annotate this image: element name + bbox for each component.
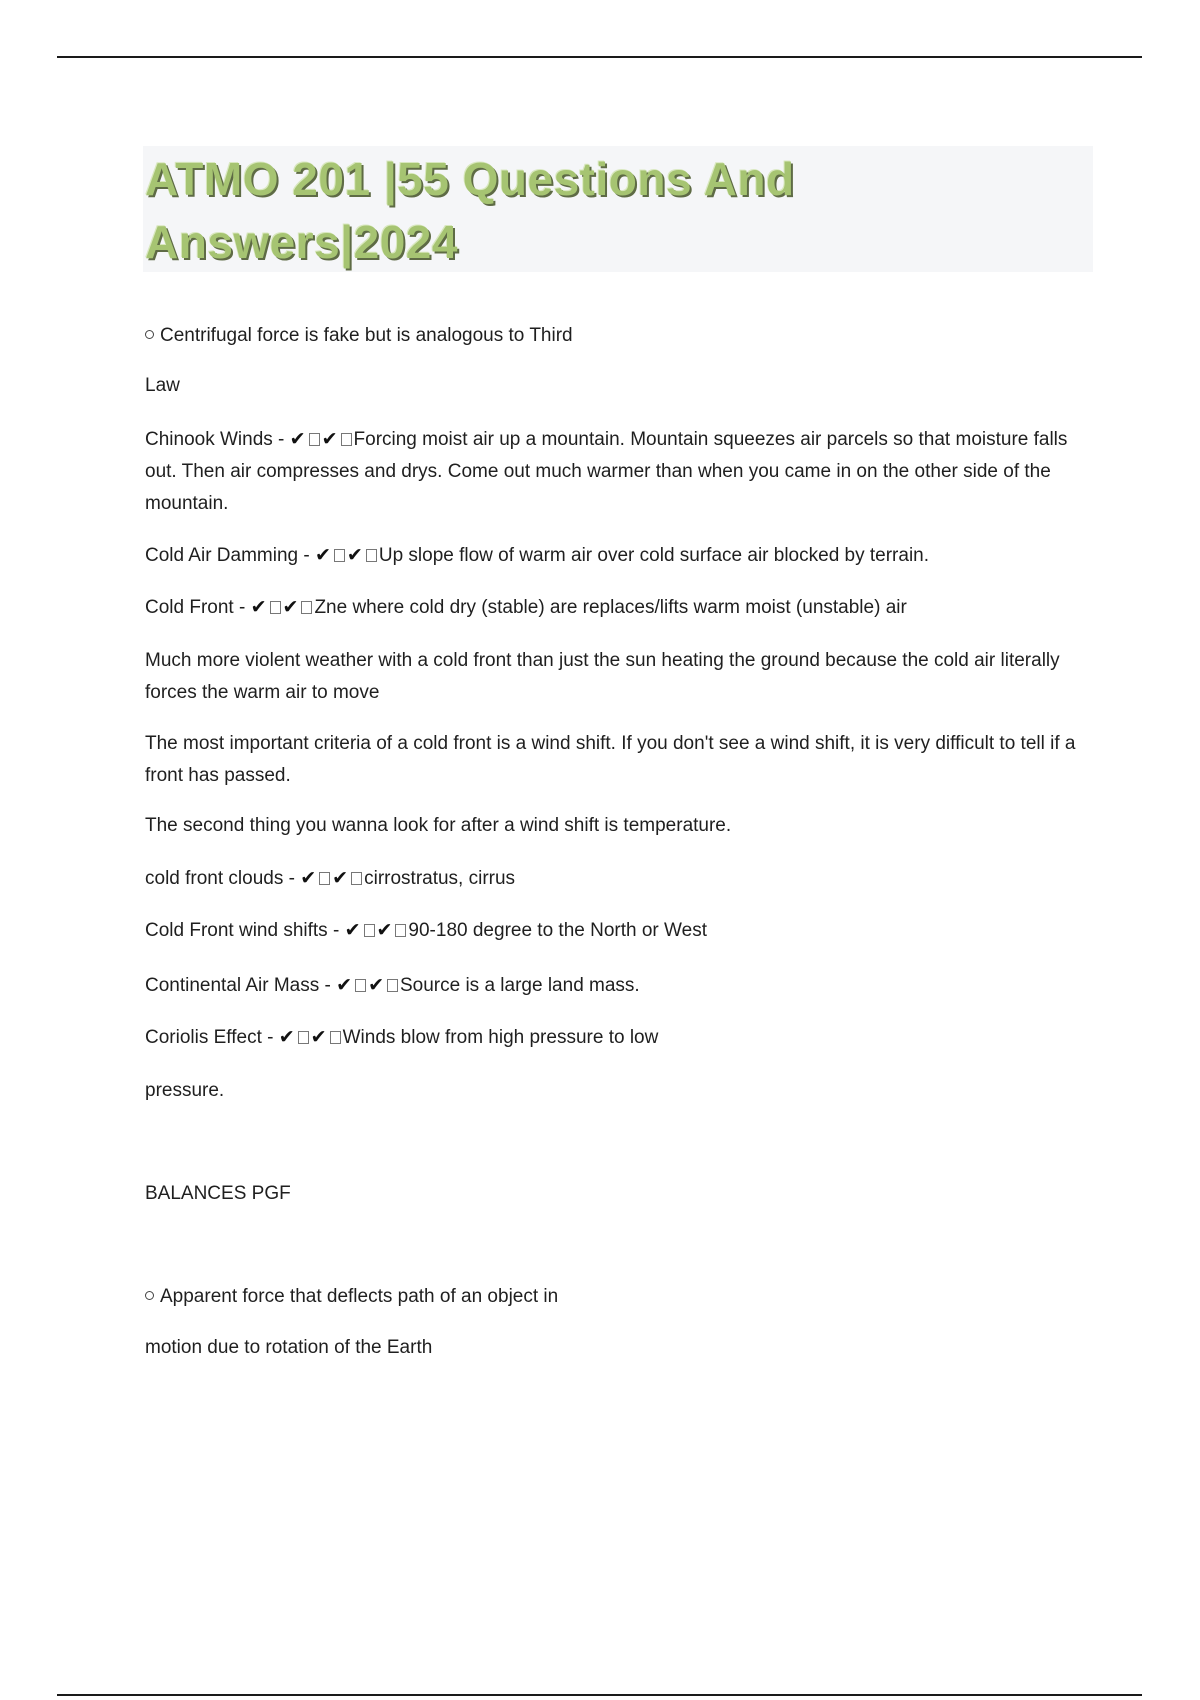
text-paragraph: The most important criteria of a cold front is a wind shift. If you don't see a wind shift, it is very difficult to tell if a front has passed. [145,733,1076,786]
checkmark-icon: ✔ ✔ [290,429,354,450]
text-line: The second thing you wanna look for after a wind shift is temperature. [145,815,732,836]
bullet-line: Apparent force that deflects path of an object in [145,1281,1080,1313]
qa-term: Cold Front wind shifts [145,920,328,941]
qa-item-coriolis-effect: Coriolis Effect - ✔ ✔ Winds blow from high pressure to low [145,1027,659,1048]
qa-term: Cold Air Damming [145,545,299,566]
checkmark-icon: ✔ ✔ [336,975,400,996]
text-line: Law [145,375,180,396]
qa-answer: cirrostratus, cirrus [364,868,516,889]
text-line: pressure. [145,1080,225,1101]
qa-answer: 90-180 degree to the North or West [408,920,707,941]
qa-answer: Up slope flow of warm air over cold surface air blocked by terrain. [378,545,930,566]
qa-answer: Winds blow from high pressure to low [342,1027,659,1048]
qa-item-cold-air-damming: Cold Air Damming - ✔ ✔ Up slope flow of warm air over cold surface air blocked by terrain. [145,545,930,566]
qa-answer: Zne where cold dry (stable) are replaces/lifts warm moist (unstable) air [314,597,907,618]
qa-answer: Forcing moist air up a mountain. Mountain squeezes air parcels so that moisture falls out. Then air compresses and drys. Come out much warmer than when you came in on the other side of the mountain. [145,429,1068,514]
bullet-icon [145,330,154,339]
qa-item-cold-front-clouds: cold front clouds - ✔ ✔ cirrostratus, cirrus [145,868,516,889]
checkmark-icon: ✔ ✔ [345,920,409,941]
checkmark-icon: ✔ ✔ [251,597,315,618]
text-line: motion due to rotation of the Earth [145,1337,433,1358]
checkmark-icon: ✔ ✔ [315,545,379,566]
qa-term: Cold Front [145,597,234,618]
qa-answer: Source is a large land mass. [399,975,640,996]
document-title: ATMO 201 |55 Questions And Answers|2024 [145,153,795,268]
qa-term: Chinook Winds [145,429,273,450]
text-line: BALANCES PGF [145,1183,291,1204]
qa-item-chinook-winds: Chinook Winds - ✔ ✔ Forcing moist air up a mountain. Mountain squeezes air parcels so that moisture falls out. Then air compresses and drys. Come out much warmer than when you came in on the other side of the mountain. [145,429,1068,514]
qa-term: cold front clouds [145,868,284,889]
checkmark-icon: ✔ ✔ [300,868,364,889]
bullet-line: Centrifugal force is fake but is analogous to Third [145,320,1080,352]
qa-term: Coriolis Effect [145,1027,262,1048]
bottom-rule [57,1694,1142,1696]
qa-term: Continental Air Mass [145,975,320,996]
checkmark-icon: ✔ ✔ [279,1027,343,1048]
text-paragraph: Much more violent weather with a cold front than just the sun heating the ground because the cold air literally forces the warm air to move [145,650,1060,703]
top-rule [57,56,1142,58]
qa-item-cold-front: Cold Front - ✔ ✔ Zne where cold dry (stable) are replaces/lifts warm moist (unstable) air [145,597,907,618]
bullet-icon [145,1291,154,1300]
qa-item-continental-air-mass: Continental Air Mass - ✔ ✔ Source is a large land mass. [145,975,640,996]
qa-item-cold-front-wind-shifts: Cold Front wind shifts - ✔ ✔ 90-180 degree to the North or West [145,920,707,941]
